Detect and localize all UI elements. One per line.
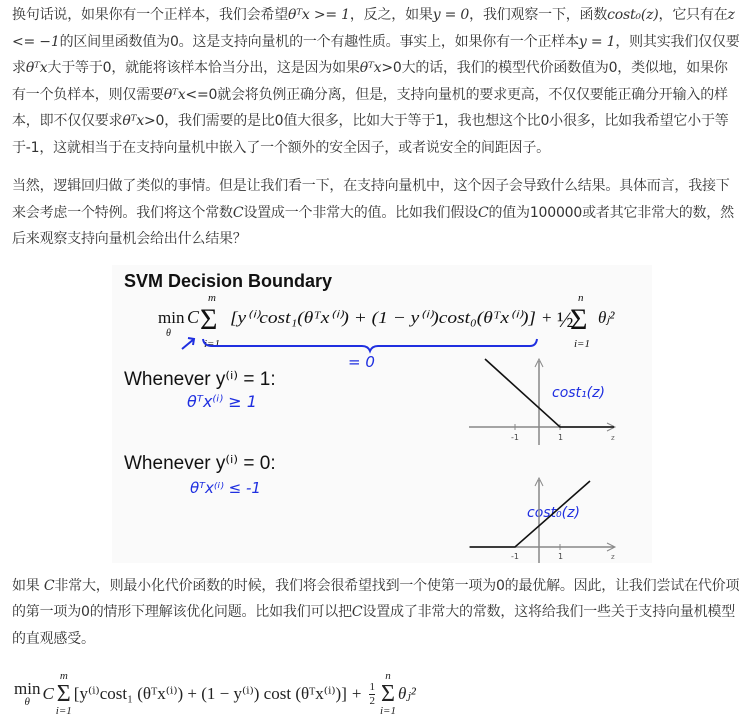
theta-j-squared: θⱼ² — [397, 684, 416, 703]
text: ，它只有在 — [658, 7, 728, 23]
slide-formula — [158, 292, 615, 350]
min-subscript: θ — [166, 327, 171, 339]
math: θᵀx — [25, 60, 48, 76]
tick-label: 1 — [558, 432, 564, 442]
text: 大于等于0，就能将该样本恰当分出，这是因为如果 — [47, 60, 360, 76]
whenever-y-0: Whenever y⁽ⁱ⁾ = 0: — [124, 452, 276, 474]
cost1-plot — [469, 359, 615, 445]
one-half: ½ — [557, 306, 574, 332]
cost1-label: cost₁(z) — [552, 384, 605, 401]
plus: + — [351, 684, 362, 703]
math: C — [351, 604, 363, 620]
svm-objective-formula — [12, 664, 740, 724]
arrow-to-c-icon — [182, 338, 194, 349]
whenever-y-1: Whenever y⁽ⁱ⁾ = 1: — [124, 368, 276, 390]
math: C — [477, 204, 489, 221]
min: min — [14, 679, 41, 698]
slide-title: SVM Decision Boundary — [124, 270, 333, 291]
sum-upper: m — [208, 291, 216, 304]
sum-upper-2: n — [578, 291, 584, 304]
text: 当然，逻辑回归做了类似的事情。但是让我们看一下，在支持向量机中，这个因子会导致什么结果。具体而言，我接下来会考虑一个特例。我们将这个常数 — [12, 178, 730, 221]
svm-decision-boundary-slide — [112, 265, 652, 563]
math: C — [43, 577, 55, 594]
axis-label: z — [611, 552, 615, 561]
text: 的值为100000或者其它非常大的数，然后来观察支持向量机会给出什么结果？ — [12, 204, 734, 247]
sum-symbol: Σ — [200, 302, 218, 336]
bracket-expression: [y⁽ⁱ⁾cost₁(θᵀx⁽ⁱ⁾) + (1 − y⁽ⁱ⁾)cost₀(θᵀx⁽ⁱ⁾)] — [230, 307, 536, 327]
text: 的区间里函数值为0。这是支持向量机的一个有趣性质。事实上，如果你有一个正样本 — [59, 33, 579, 50]
sum-2 — [380, 671, 396, 717]
math: y = 0 — [432, 7, 470, 23]
text: 设置成了非常大的常数，这将给我们一些关于支持向量机模型的直观感受。 — [12, 604, 736, 647]
math: θᵀx — [163, 86, 186, 103]
paragraph-3 — [12, 573, 740, 653]
sum-body: [y⁽ⁱ⁾cost₁ (θᵀx⁽ⁱ⁾) + (1 − y⁽ⁱ⁾) cost (θᵀx⁽ⁱ⁾)] — [73, 684, 347, 703]
text: 非常大，则最小化代价函数的时候，我们将会很希望找到一个使第一项为0的最优解。因此，让我们尝试在代价项的第一项为0的情形下理解该优化问题。比如我们可以把 — [12, 577, 740, 620]
math: C — [232, 204, 244, 221]
text: ，我们观察一下，函数 — [469, 7, 608, 23]
equals-zero-note: = 0 — [348, 352, 375, 371]
sum-lower: i=1 — [55, 705, 72, 717]
constraint-note-negative: θᵀx⁽ⁱ⁾ ≤ -1 — [190, 478, 261, 497]
c: C — [187, 306, 200, 327]
text: 设置成一个非常大的值。比如我们假设 — [243, 204, 478, 221]
paragraph-2 — [12, 173, 740, 253]
min-subscript: θ — [24, 696, 30, 708]
min: min — [158, 307, 185, 327]
plus: + — [542, 307, 552, 327]
paragraph-1 — [12, 2, 740, 161]
denominator: 2 — [369, 694, 375, 707]
underbrace — [203, 339, 537, 351]
text: >0，我们需要的是比0值大很多，比如大于等于1，我也想这个比0小很多，比如我希望它小于等于-1，这就相当于在支持向量机中嵌入了一个额外的安全因子，或者说安全的间距因子。 — [12, 113, 729, 156]
sum-symbol: Σ — [56, 681, 71, 707]
one-half — [369, 681, 375, 706]
math: y = 1 — [578, 33, 616, 50]
constraint-note-positive: θᵀx⁽ⁱ⁾ ≥ 1 — [187, 391, 257, 411]
math: cost₀(z) — [607, 7, 659, 23]
sum-symbol-2: Σ — [570, 302, 588, 336]
tick-label: 1 — [558, 551, 564, 561]
axis-label: z — [611, 433, 615, 442]
text: >0大的话，我们的模型代价函数值为0，类似地，如果你有一个负样本，则仅需要 — [12, 60, 728, 103]
sum-upper: m — [59, 670, 68, 682]
cost0-label: cost₀(z) — [527, 504, 580, 521]
theta-j-squared: θⱼ² — [598, 307, 615, 327]
math: θᵀx >= 1 — [288, 7, 350, 23]
sum-symbol: Σ — [380, 681, 395, 707]
sum-lower-2: i=1 — [574, 337, 590, 350]
numerator: 1 — [369, 681, 375, 694]
text: ，则其实我们仅仅要求 — [12, 33, 740, 76]
text: ，反之，如果 — [349, 7, 433, 23]
sum — [56, 671, 72, 717]
slide-canvas — [112, 265, 652, 563]
sum-lower: i=1 — [379, 705, 396, 717]
min-operator — [14, 680, 40, 708]
text: <=0就会将负例正确分离，但是，支持向量机的要求更高，不仅仅要能正确分开输入的样本，即不仅仅要求 — [12, 86, 728, 129]
tick-label: -1 — [511, 551, 519, 561]
text: 换句话说，如果你有一个正样本，我们会希望 — [12, 7, 288, 23]
sum-lower: i=1 — [204, 337, 220, 350]
math: θᵀx — [122, 113, 145, 129]
handwritten-annotations — [182, 338, 537, 351]
sum-upper: n — [385, 670, 391, 682]
math: z <= −1 — [12, 7, 735, 50]
math: θᵀx — [359, 60, 382, 76]
tick-label: -1 — [511, 432, 519, 442]
text: 如果 — [12, 577, 44, 594]
c: C — [42, 684, 54, 703]
